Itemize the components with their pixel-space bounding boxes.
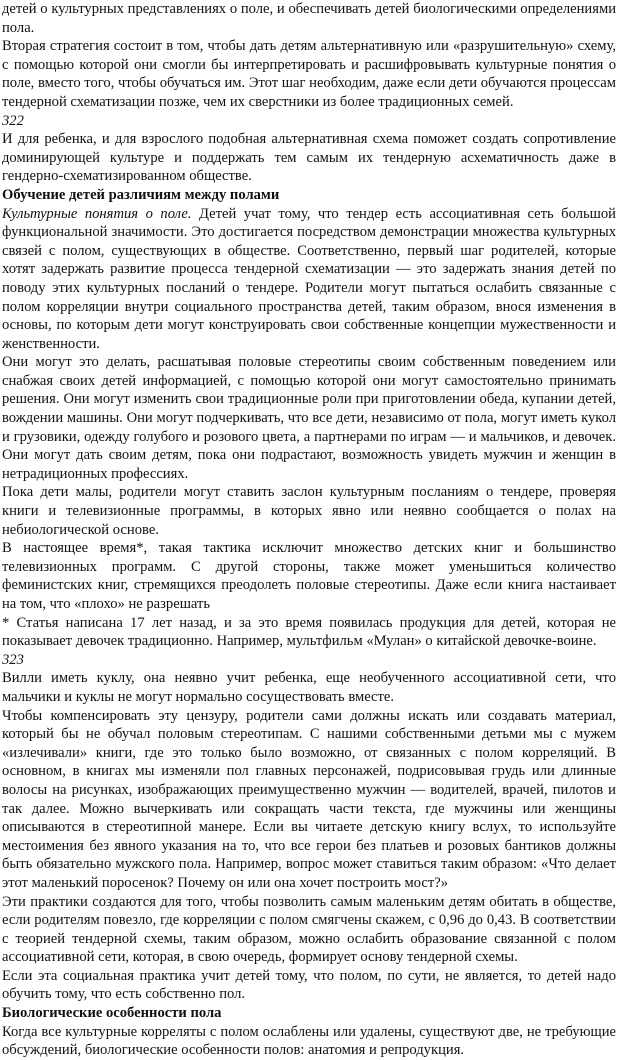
- paragraph-12: Когда все культурные корреляты с полом ослаблены или удалены, существуют две, не требующие обсуждений, биологические особенности полов: анатомия и репродукция.: [2, 1023, 616, 1059]
- paragraph-4: [2, 205, 616, 354]
- paragraph-5: Они могут это делать, расшатывая половые стереотипы своим собственным поведением или снабжая своих детей информацией, с помощью которой они могут самостоятельно принимать решения. Они могут изменить свои традиционные роли при приготовлении обеда, купании детей, вождении машины. Они могут подчеркивать, что все дети, независимо от пола, могут иметь кукол и грузовики, одежду голубого и розового цвета, а партнерами по играм — и мальчиков, и девочек. Они могут дать своим детям, пока они подрастают, возможность увидеть мужчин и женщин в нетрадиционных профессиях.: [2, 354, 616, 482]
- paragraph-4-lead: Культурные понятия о поле.: [2, 205, 192, 222]
- paragraph-2: Вторая стратегия состоит в том, чтобы дать детям альтернативную или «разрушительную» схему, с помощью которой они смогли бы интерпретировать и расшифровывать культурные понятия о поле, вместо того, чтобы обучаться им. Этот шаг необходим, даже если дети обучаются процессам тендерной схематизации позже, чем их сверстники из более традиционных семей.: [2, 38, 616, 110]
- paragraph-6: Пока дети малы, родители могут ставить заслон культурным посланиям о тендере, проверяя книги и телевизионные программы, в которых явно или неявно сообщается о полах на небиологической основе.: [2, 484, 616, 538]
- paragraph-1: детей о культурных представлениях о поле, и обеспечивать детей биологическими определениями пола.: [2, 1, 616, 36]
- page-number-323: 323: [2, 651, 24, 668]
- paragraph-9: Чтобы компенсировать эту цензуру, родители сами должны искать или создавать материал, который бы не обучал половым стереотипам. С нашими собственными детьми мы с мужем «излечивали» книги, где это только было возможно, от связанных с полом корреляций. В основном, в книгах мы изменяли пол главных персонажей, подрисовывая грудь или длинные волосы на рисунках, изображающих преимущественно мужчин — водителей, врачей, пилотов и так далее. Можно вычеркивать или сокращать части текста, где мужчины или женщины описываются в стереотипной манере. Если вы читаете детскую книгу вслух, то используйте местоимения без явного указания на то, что все герои без платьев и розовых бантиков должны быть обязательно мужского пола. Например, вопрос может ставиться таким образом: «Что делает этот маленький поросенок? Почему он или она хочет построить мост?»: [2, 707, 616, 891]
- paragraph-4-body: Детей учат тому, что тендер есть ассоциативная сеть большой функциональной значимости. Это достигается посредством демонстрации множества культурных связей с полом, существующих в обществе. Соответственно, первый шаг родителей, которые хотят задержать развитие процесса тендерной схематизации — это задержать знания детей по поводу этих культурных посланий о тендере. Родители могут пытаться ослабить связанные с полом корреляции внутри социального пространства детей, таким образом, внося изменения в основы, по которым дети могут конструировать свои собственные концепции мужественности и женственности.: [2, 205, 616, 352]
- paragraph-7: В настоящее время*, такая тактика исключит множество детских книг и большинство телевизионных программ. С другой стороны, также может уменьшиться количество феминистских книг, стремящихся преодолеть половые стереотипы. Даже если книга настаивает на том, что «плохо» не разрешать: [2, 540, 616, 612]
- paragraph-10: Эти практики создаются для того, чтобы позволить самым маленьким детям обитать в обществе, если родителям повезло, где корреляции с полом смягчены скажем, с 0,96 до 0,43. В соответствии с теорией тендерной схемы, таким образом, можно ослабить образование связанной с полом ассоциативной сети, которая, в свою очередь, формирует основу тендерной схемы.: [2, 893, 616, 966]
- paragraph-11: Если эта социальная практика учит детей тому, что полом, по сути, не является, то детей надо обучить тому, что есть собственно пол.: [2, 967, 616, 1003]
- paragraph-3: И для ребенка, и для взрослого подобная альтернативная схема поможет создать сопротивление доминирующей культуре и поддержать тем самым их тендерную асхематичность даже в гендерно-схематизированном обществе.: [2, 131, 616, 185]
- paragraph-8: Вилли иметь куклу, она неявно учит ребенка, еще необученного ассоциативной сети, что мальчики и куклы не могут нормально сосуществовать вместе.: [2, 670, 616, 705]
- footnote: * Статья написана 17 лет назад, и за это время появилась продукция для детей, которая не показывает девочек традиционно. Например, мультфильм «Мулан» о китайской девочке-воине.: [2, 614, 616, 650]
- page-number-322: 322: [2, 112, 24, 129]
- section-heading-biological-features: Биологические особенности пола: [2, 1005, 222, 1022]
- section-heading-gender-differences: Обучение детей различиям между полами: [2, 186, 280, 203]
